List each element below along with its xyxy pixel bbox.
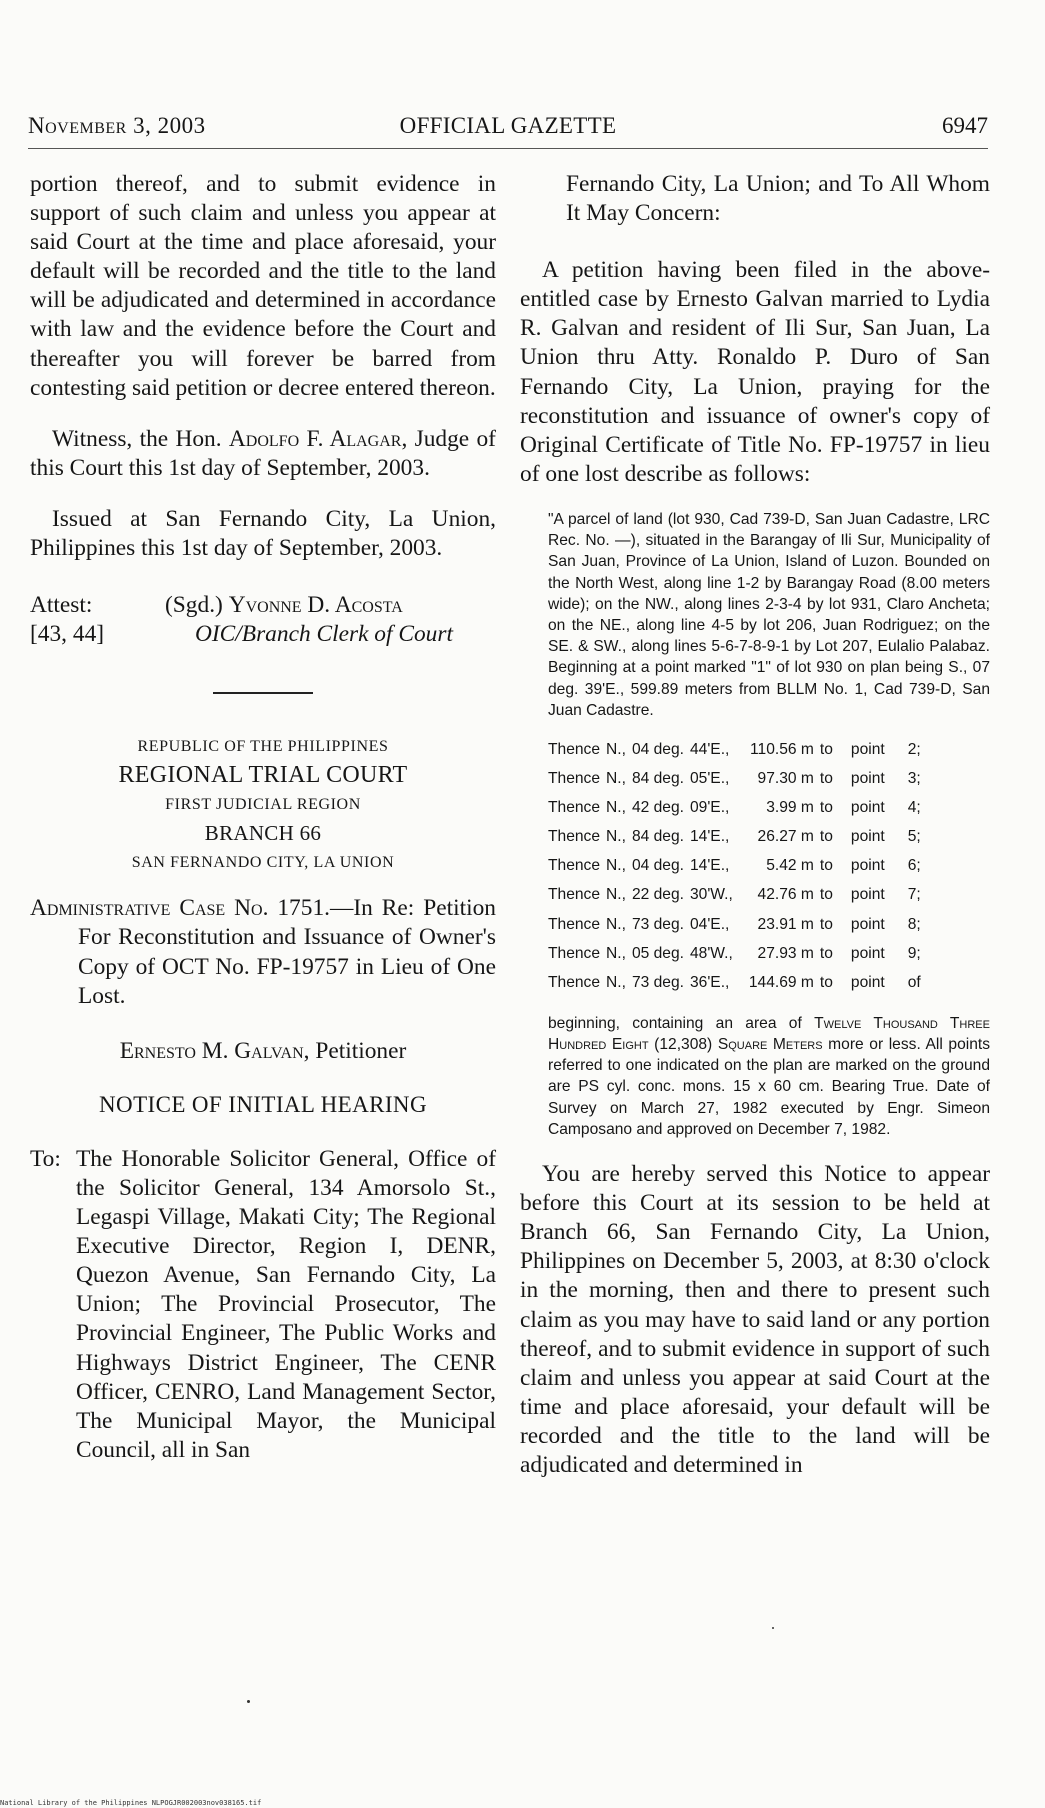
- bearing-end: 4;: [907, 799, 921, 817]
- bearing-dist: 5.42 m: [766, 857, 814, 875]
- bearing-thence: Thence: [548, 740, 601, 758]
- scan-footer: National Library of the Philippines NLPOGJR002003nov038165.tif: [0, 1799, 262, 1807]
- bearing-to: to: [819, 915, 833, 933]
- bearing-thence: Thence: [548, 973, 601, 991]
- bearing-dist: 144.69 m: [748, 973, 814, 991]
- bearing-min: 30'W.,: [689, 886, 733, 904]
- attest-block: [30, 591, 496, 649]
- petition-paragraph: A petition having been filed in the above-entitled case by Ernesto Galvan married to Lydia R. Galvan and resident of Ili Sur, San Juan, La Union thru Atty. Ronaldo P. Duro of San Fernando City, La Union, praying for the reconstitution and issuance of owner's copy of Original Certificate of Title No. FP-19757 in lieu of one lost describe as follows:: [520, 257, 990, 487]
- bearing-row: [548, 735, 927, 764]
- bearing-min: 44'E.,: [689, 740, 730, 758]
- bearing-deg: 22 deg.: [631, 886, 684, 904]
- technical-description: [520, 509, 990, 721]
- bearing-deg: 04 deg.: [631, 740, 684, 758]
- bearing-dir: N.,: [606, 915, 626, 933]
- notice-title: NOTICE OF INITIAL HEARING: [99, 1091, 427, 1117]
- bearing-point: point: [850, 857, 885, 875]
- bearing-row: [548, 910, 927, 939]
- bearing-dir: N.,: [606, 828, 626, 846]
- bearing-end: 5;: [907, 828, 921, 846]
- bearing-min: 48'W.,: [689, 944, 733, 962]
- bearing-thence: Thence: [548, 799, 601, 817]
- bearing-thence: Thence: [548, 857, 601, 875]
- bearing-deg: 84 deg.: [631, 828, 684, 846]
- bearing-point: point: [850, 886, 885, 904]
- land-description: "A parcel of land (lot 930, Cad 739-D, San Juan Cadastre, LRC Rec. No. —), situated in the Barangay of Ili Sur, Municipality of San Juan, Province of La Union, Island of Luzon. Bounded on the North West, along line 1-2 by Barangay Road (8.00 meters wide); on the NW., along lines 2-3-4 by lot 931, Claro Ancheta; on the NE., along line 4-5 by lot 206, Juan Rodriguez; on the SE. & SW., along lines 5-6-7-8-9-1 by Lot 207, Eulalio Palabaz. Beginning at a point marked "1" of lot 930 on plan being S., 07 deg. 39'E., 599.89 meters from BLLM No. 1, Cad 739-D, San Juan Cadastre.: [548, 510, 990, 719]
- bearing-dist: 97.30 m: [757, 770, 814, 788]
- bearing-dir: N.,: [606, 740, 626, 758]
- bearing-to: to: [819, 770, 833, 788]
- bearing-point: point: [850, 915, 885, 933]
- served-paragraph: You are hereby served this Notice to appear before this Court at its session to be held at Branch 66, San Fernando City, La Union, Philippines on December 5, 2003, at 8:30 o'clock in the morning, then and there to present such claim as you may have to said land or any portion thereof, and to submit evidence in support of such claim and unless you appear at said Court at the time and place aforesaid, your default will be recorded and the title to the land will be adjudicated and determined in: [520, 1161, 990, 1478]
- witness-paragraph: Witness, the Hon. Adolfo F. Alagar, Judge of this Court this 1st day of September, 2003.: [30, 425, 496, 481]
- bearing-dir: N.,: [606, 973, 626, 991]
- scan-speck: [247, 1700, 250, 1703]
- bearing-dist: 23.91 m: [757, 915, 814, 933]
- to-label: To:: [30, 1145, 61, 1172]
- clerk-name: Yvonne D. Acosta: [228, 592, 403, 619]
- bearing-dist: 27.93 m: [757, 944, 814, 962]
- bearing-point: point: [850, 828, 885, 846]
- right-column: [520, 170, 990, 1480]
- issue-date: November 3, 2003: [28, 113, 206, 138]
- publication-title: OFFICIAL GAZETTE: [399, 113, 617, 138]
- petitioner-line: Ernesto M. Galvan, Petitioner: [119, 1037, 407, 1064]
- attest-reference: [43, 44]: [30, 621, 105, 648]
- bearing-dist: 42.76 m: [757, 886, 814, 904]
- bearing-row: [548, 880, 927, 909]
- section-divider: [213, 692, 313, 694]
- scan-speck: [772, 1627, 774, 1629]
- attest-label: Attest:: [30, 592, 93, 619]
- bearings-table: [548, 735, 927, 997]
- bearing-min: 36'E.,: [689, 973, 730, 991]
- attest-signature: (Sgd.) Yvonne D. Acosta: [165, 592, 403, 619]
- bearing-thence: Thence: [548, 944, 601, 962]
- bearing-row: [548, 968, 927, 997]
- clerk-title: OIC/Branch Clerk of Court: [195, 621, 453, 648]
- area-unit: Square Meters: [717, 1036, 823, 1054]
- bearing-min: 14'E.,: [689, 828, 730, 846]
- bearing-to: to: [819, 857, 833, 875]
- bearing-row: [548, 764, 927, 793]
- bearing-row: [548, 793, 927, 822]
- addressees-block: [30, 1145, 496, 1465]
- bearing-to: to: [819, 944, 833, 962]
- bearing-dist: 110.56 m: [750, 740, 814, 758]
- case-number: Administrative Case No. 1751: [30, 895, 325, 922]
- bearing-deg: 04 deg.: [631, 857, 684, 875]
- header-rule: [28, 148, 988, 149]
- republic-heading: REPUBLIC OF THE PHILIPPINES: [137, 738, 389, 756]
- bearing-dist: 26.27 m: [757, 828, 814, 846]
- bearing-dir: N.,: [606, 799, 626, 817]
- city-heading: SAN FERNANDO CITY, LA UNION: [131, 854, 395, 872]
- bearing-to: to: [819, 973, 833, 991]
- bearing-dist: 3.99 m: [766, 799, 814, 817]
- page-header: [28, 113, 988, 147]
- bearing-dir: N.,: [606, 770, 626, 788]
- bearing-thence: Thence: [548, 915, 601, 933]
- left-column: [30, 170, 496, 1465]
- bearing-deg: 05 deg.: [631, 944, 684, 962]
- bearing-dir: N.,: [606, 886, 626, 904]
- court-heading: REGIONAL TRIAL COURT: [118, 762, 408, 789]
- region-heading: FIRST JUDICIAL REGION: [165, 796, 361, 814]
- case-title: [30, 894, 496, 1010]
- area-words: Twelve Thousand Three Hundred Eight: [548, 1014, 990, 1054]
- bearing-min: 14'E.,: [689, 857, 730, 875]
- bearing-dir: N.,: [606, 857, 626, 875]
- bearing-deg: 84 deg.: [631, 770, 684, 788]
- bearing-dir: N.,: [606, 944, 626, 962]
- bearing-min: 09'E.,: [689, 799, 730, 817]
- area-description: beginning, containing an area of Twelve Thousand Three Hundred Eight (12,308) Square Meters more or less. All points referred to one indicated on the plan are marked on the ground are PS cyl. conc. mons. 15 x 60 cm. Bearing True. Date of Survey on March 27, 1982 executed by Engr. Simeon Camposano and approved on December 7, 1982.: [548, 1014, 991, 1138]
- bearing-end: 8;: [907, 915, 921, 933]
- bearing-end: 9;: [907, 944, 921, 962]
- bearing-point: point: [850, 770, 885, 788]
- bearing-to: to: [819, 740, 833, 758]
- bearing-end: 6;: [907, 857, 921, 875]
- petitioner-name: Ernesto M. Galvan: [119, 1037, 304, 1064]
- bearing-row: [548, 822, 927, 851]
- bearing-deg: 73 deg.: [631, 973, 684, 991]
- judge-name: Adolfo F. Alagar: [228, 425, 402, 452]
- bearing-deg: 42 deg.: [631, 799, 684, 817]
- continued-paragraph: portion thereof, and to submit evidence in support of such claim and unless you appear at said Court at the time and place aforesaid, your default will be recorded and the title to the land will be adjudicated and determined in accordance with law and the evidence before the Court and thereafter you will forever be barred from contesting said petition or decree entered thereon.: [30, 171, 496, 401]
- bearing-row: [548, 851, 927, 880]
- bearing-end: 2;: [907, 740, 921, 758]
- bearing-end: 3;: [907, 770, 921, 788]
- bearing-thence: Thence: [548, 770, 601, 788]
- issued-paragraph: Issued at San Fernando City, La Union, Philippines this 1st day of September, 2003.: [30, 505, 496, 562]
- bearing-thence: Thence: [548, 828, 601, 846]
- bearing-min: 05'E.,: [689, 770, 730, 788]
- page-number: 6947: [942, 113, 988, 138]
- bearing-to: to: [819, 886, 833, 904]
- bearing-deg: 73 deg.: [631, 915, 684, 933]
- bearing-point: point: [850, 944, 885, 962]
- bearing-to: to: [819, 799, 833, 817]
- bearing-end: 7;: [907, 886, 921, 904]
- bearing-thence: Thence: [548, 886, 601, 904]
- bearing-point: point: [850, 973, 885, 991]
- case-description: .—In Re: Petition For Reconstitution and Issuance of Owner's Copy of OCT No. FP-19757 in Lieu of One Lost.: [78, 895, 496, 1009]
- bearing-to: to: [819, 828, 833, 846]
- addressees-text: The Honorable Solicitor General, Office of the Solicitor General, 134 Amorsolo St., Legaspi Village, Makati City; The Regional Executive Director, Region I, DENR, Quezon Avenue, San Fernando City, La Union; The Provincial Prosecutor, The Provincial Engineer, The Public Works and Highways District Engineer, The CENR Officer, CENRO, Land Management Sector, The Municipal Mayor, the Municipal Council, all in San: [76, 1145, 496, 1463]
- addressees-continued: Fernando City, La Union; and To All Whom It May Concern:: [566, 171, 990, 227]
- bearing-point: point: [850, 740, 885, 758]
- bearing-row: [548, 939, 927, 968]
- branch-heading: BRANCH 66: [204, 821, 322, 846]
- bearing-end: of: [907, 973, 921, 991]
- bearing-point: point: [850, 799, 885, 817]
- bearing-min: 04'E.,: [689, 915, 730, 933]
